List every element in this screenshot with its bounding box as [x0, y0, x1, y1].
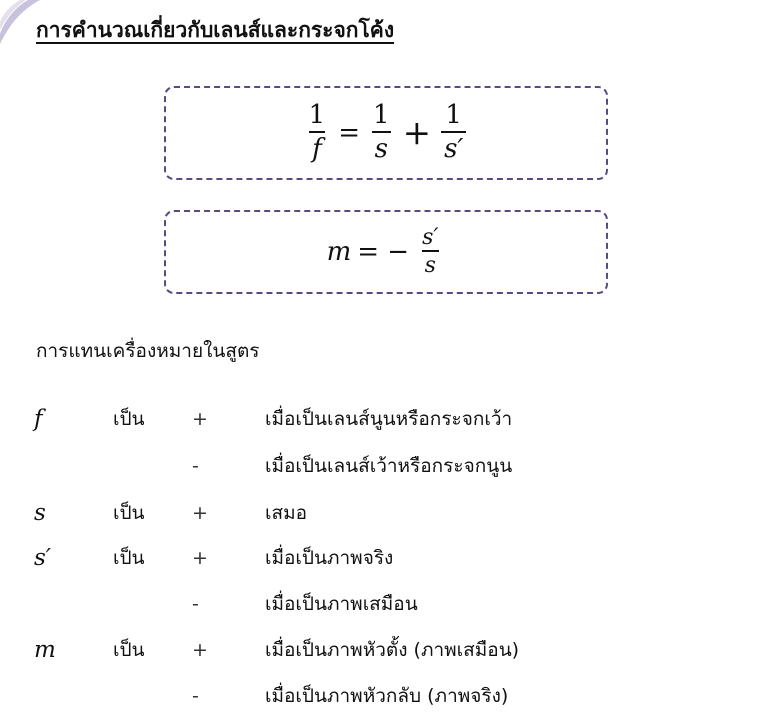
row-description: เมื่อเป็นเลนส์นูนหรือกระจกเว้า: [265, 408, 513, 430]
row-symbol: f: [34, 406, 43, 432]
row-description: เมื่อเป็นภาพหัวตั้ง (ภาพเสมือน): [265, 639, 520, 661]
row-sign: -: [192, 593, 199, 615]
row-is: เป็น: [113, 408, 145, 430]
table-row: [0, 449, 768, 483]
page-title: การคำนวณเกี่ยวกับเลนส์และกระจกโค้ง: [36, 18, 395, 42]
row-sign: -: [192, 455, 199, 477]
row-sign: +: [192, 547, 208, 569]
row-symbol: s′: [34, 545, 52, 571]
magnification-formula: [327, 225, 446, 280]
table-row: [0, 541, 768, 575]
row-sign: -: [192, 685, 199, 707]
fraction-one-over-f: [306, 101, 329, 165]
fraction-one-over-s-prime: [441, 101, 466, 165]
lens-formula: [302, 101, 471, 165]
corner-swoosh-decoration: [0, 0, 40, 44]
magnification-formula-box: [164, 210, 608, 294]
numerator: s′: [422, 224, 439, 250]
fraction-s-prime-over-s: [419, 225, 441, 280]
denominator: f: [309, 131, 325, 166]
denominator: s′: [441, 131, 466, 166]
row-sign: +: [192, 408, 208, 430]
equals-sign: =: [338, 117, 361, 148]
row-is: เป็น: [113, 502, 145, 524]
numerator: 1: [308, 99, 326, 130]
fraction-one-over-s: [370, 101, 393, 165]
row-description: เมื่อเป็นเลนส์เว้าหรือกระจกนูน: [265, 455, 513, 477]
row-sign: +: [192, 639, 208, 661]
table-row: [0, 402, 768, 436]
table-row: [0, 587, 768, 621]
row-sign: +: [192, 502, 208, 524]
row-symbol: s: [34, 500, 46, 526]
table-row: [0, 633, 768, 667]
denominator: s: [422, 250, 439, 280]
table-row: [0, 496, 768, 530]
row-description: เมื่อเป็นภาพหัวกลับ (ภาพจริง): [265, 685, 509, 707]
formula-lhs: m: [326, 236, 352, 267]
row-description: เสมอ: [265, 502, 308, 524]
section-subtitle: การแทนเครื่องหมายในสูตร: [36, 340, 260, 362]
row-description: เมื่อเป็นภาพจริง: [265, 547, 394, 569]
equals-minus-sign: = −: [357, 236, 410, 267]
row-is: เป็น: [113, 639, 145, 661]
row-description: เมื่อเป็นภาพเสมือน: [265, 593, 418, 615]
lens-formula-box: [164, 86, 608, 180]
row-is: เป็น: [113, 547, 145, 569]
numerator: 1: [445, 99, 462, 130]
table-row: [0, 679, 768, 713]
denominator: s: [372, 131, 391, 166]
row-symbol: m: [34, 637, 56, 663]
plus-sign: +: [402, 112, 432, 153]
numerator: 1: [373, 99, 390, 130]
